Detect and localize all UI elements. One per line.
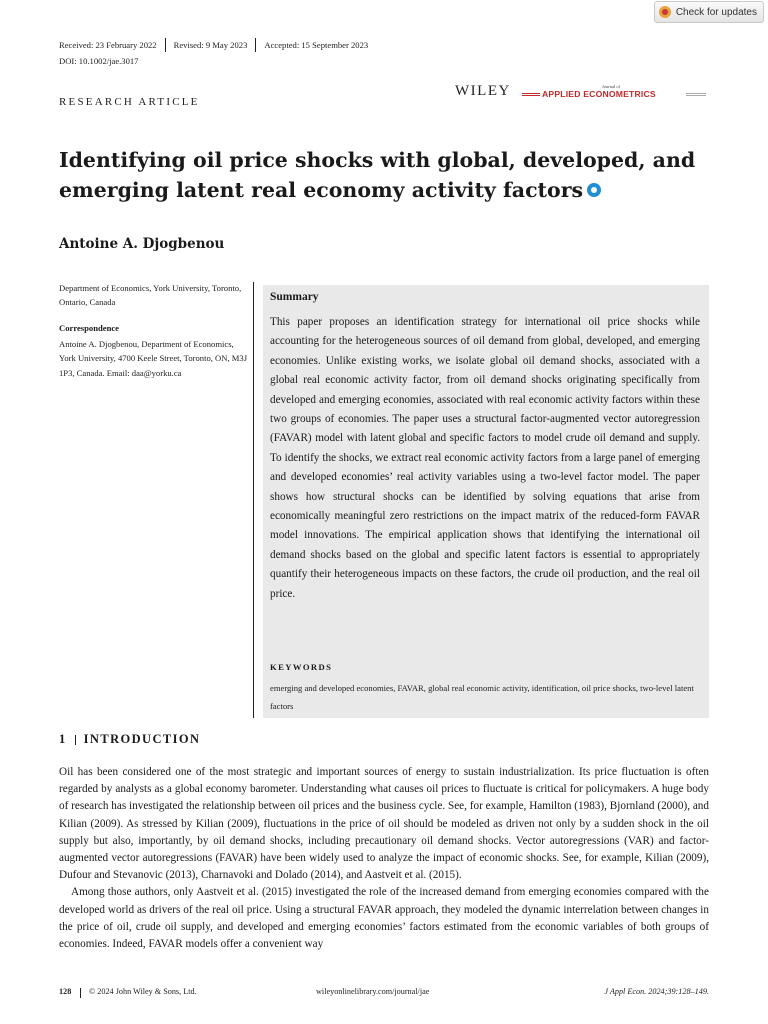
correspondence-heading: Correspondence [59, 323, 119, 333]
journal-logo-name: APPLIED ECONOMETRICS [542, 89, 656, 99]
article-title-text: Identifying oil price shocks with global, developed, and emerging latent real economy activity factors [59, 148, 696, 202]
body-text [59, 764, 709, 953]
accepted-date: Accepted: 15 September 2023 [255, 38, 376, 52]
column-divider [253, 282, 254, 718]
article-type: RESEARCH ARTICLE [59, 96, 200, 108]
citation: J Appl Econ. 2024;39:128–149. [604, 987, 709, 996]
affiliation: Department of Economics, York University, Toronto, Ontario, Canada [59, 283, 242, 308]
correspondence-text: Antoine A. Djogbenou, Department of Economics, York University, 4700 Keele Street, Toronto, ON, M3J 1P3, Canada. Email: daa@yorku.ca [59, 339, 248, 378]
journal-logo-rule-right [686, 93, 706, 96]
journal-logo [522, 84, 706, 100]
check-for-updates-button[interactable] [654, 1, 764, 23]
publisher-logo: WILEY [455, 83, 511, 99]
received-date: Received: 23 February 2022 [59, 40, 157, 50]
page-number: 128 [59, 987, 72, 996]
footer-divider [80, 988, 81, 998]
crossmark-icon [659, 6, 671, 18]
check-for-updates-label: Check for updates [675, 6, 757, 18]
article-title [59, 145, 699, 205]
author-name: Antoine A. Djogbenou [59, 236, 225, 252]
open-access-icon[interactable] [587, 183, 601, 197]
keywords-heading: KEYWORDS [270, 662, 333, 672]
keywords-text: emerging and developed economies, FAVAR, global real economic activity, identification, oil price shocks, two-level latent factors [270, 683, 694, 711]
journal-url[interactable]: wileyonlinelibrary.com/journal/jae [316, 987, 430, 996]
copyright: © 2024 John Wiley & Sons, Ltd. [89, 987, 197, 996]
journal-logo-rule-left [522, 93, 540, 96]
page-footer [59, 987, 709, 1001]
article-dates [59, 38, 376, 52]
journal-logo-small: Journal of [602, 84, 621, 89]
doi[interactable]: DOI: 10.1002/jae.3017 [59, 56, 139, 66]
section-title: INTRODUCTION [83, 732, 201, 746]
paragraph: Oil has been considered one of the most strategic and important sources of energy to sustain industrialization. Its price fluctuation is often regarded by analysts as a global economy barometer. Understanding what causes oil prices to fluctuate is critical for policymakers. A huge body of research has investigated the relationship between oil prices and the business cycle. See, for example, Hamilton (1983), Bjornland (2000), and Kilian (2009). As stressed by Kilian (2009), fluctuations in the price of oil should be modeled as driven not only by a sudden shock in the oil supply but also, importantly, by oil demand shocks, including precautionary oil demand shocks. Vector autoregressions (VAR) and factor-augmented vector autoregressions (FAVAR) have been widely used to analyze the impact of economic shocks. See, for example, Kilian (2009), Dufour and Stevanovic (2013), Charnavoki and Dolado (2014), and Aastveit et al. (2015). [59, 766, 709, 882]
section-heading [59, 732, 200, 747]
revised-date: Revised: 9 May 2023 [165, 38, 256, 52]
paragraph: Among those authors, only Aastveit et al. (2015) investigated the role of the increased demand from emerging economies compared with the developed world as drivers of the real oil price. Using a structural FAVAR approach, they modeled the dynamic interrelation between changes in the price of oil, crude oil supply, and developed and emerging economies’ factors estimated from the economic variables of both groups of economies. Indeed, FAVAR models offer a convenient way [59, 886, 709, 951]
section-divider [75, 735, 76, 745]
section-number: 1 [59, 732, 67, 746]
summary-text: This paper proposes an identification strategy for international oil price shocks while accounting for the heterogeneous sources of oil demand from global, developed, and emerging economies. Unlike existing works, we isolate global oil demand shocks, associated with a global real economic activity factor, from oil demand shocks originating specifically from developed and emerging economies, associated with real economic activity factors within these two groups of economies. The paper uses a structural factor-augmented vector autoregression (FAVAR) model with latent global and specific factors to model crude oil demand and supply. To identify the shocks, we extract real economic activity factors from a large panel of emerging and developed economies’ real activity variables using a two-level factor model. The paper shows how structural shocks can be identified by solving equations that arise from economically meaningful zero restrictions on the impact matrix of the reduced-form FAVAR model innovations. The empirical application shows that identifying the international oil demand shocks based on the global and specific latent factors is essential to appropriately quantify their heterogeneous impacts on these factors, the crude oil production, and the real oil price. [270, 316, 700, 600]
summary-heading: Summary [270, 291, 319, 303]
